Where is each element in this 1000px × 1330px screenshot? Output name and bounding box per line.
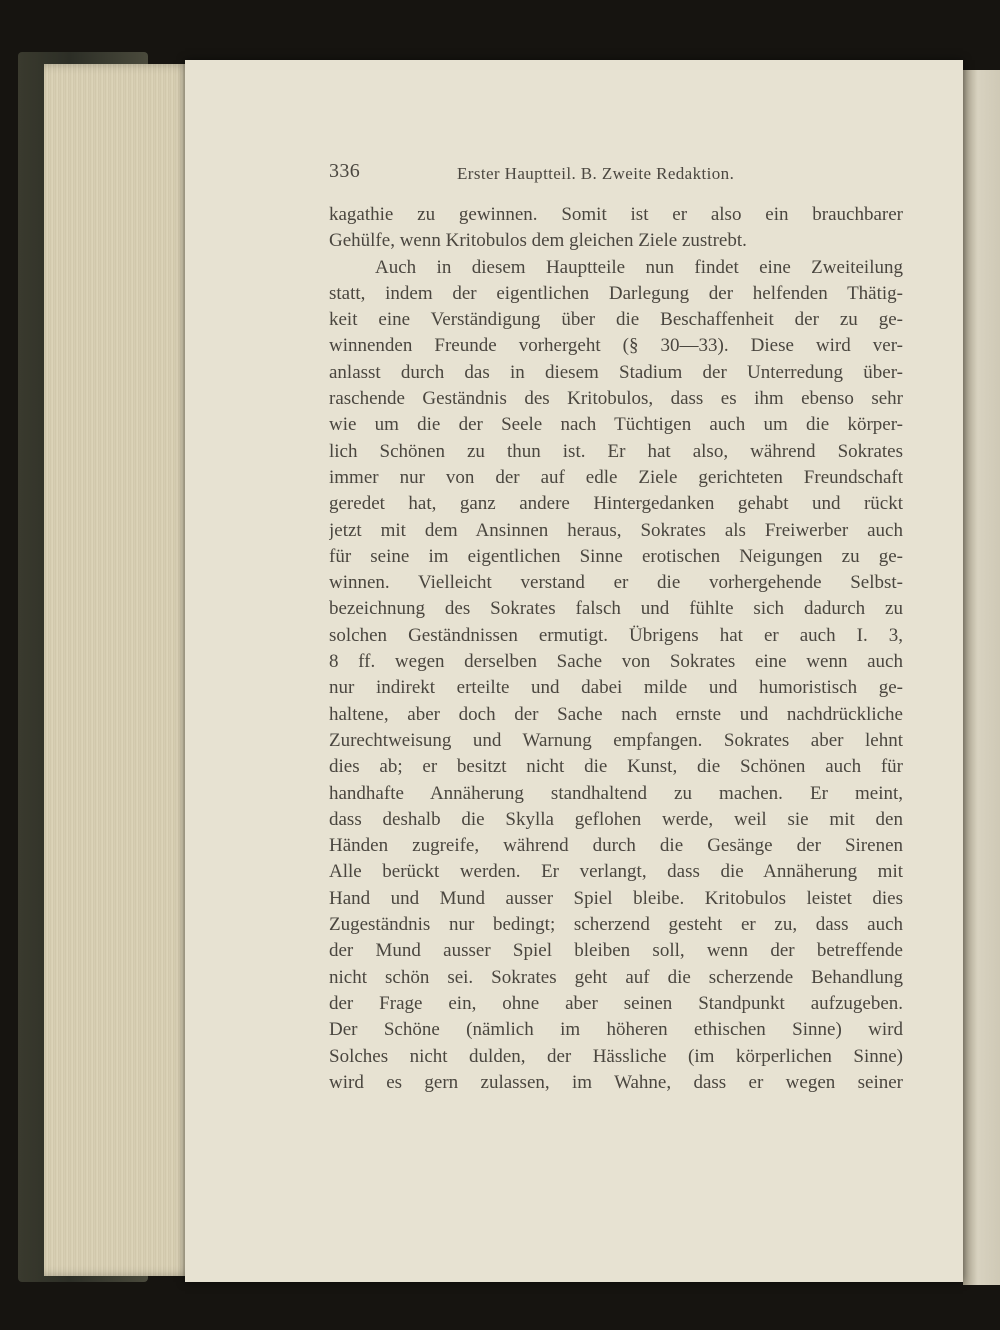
- text-line: statt, indem der eigentlichen Darlegung der helfenden Thätig-: [329, 282, 903, 304]
- text-line: der Frage ein, ohne aber seinen Standpunkt aufzugeben.: [329, 992, 903, 1014]
- book-page: [185, 60, 963, 1282]
- text-line: haltene, aber doch der Sache nach ernste und nachdrückliche: [329, 703, 903, 725]
- text-line: wird es gern zulassen, im Wahne, dass er wegen seiner: [329, 1071, 903, 1093]
- text-line: nicht schön sei. Sokrates geht auf die scherzende Behandlung: [329, 966, 903, 988]
- page-number: 336: [329, 160, 361, 182]
- text-line: Hand und Mund ausser Spiel bleibe. Kritobulos leistet dies: [329, 887, 903, 909]
- text-line: der Mund ausser Spiel bleiben soll, wenn der betreffende: [329, 940, 903, 962]
- text-line: 8 ff. wegen derselben Sache von Sokrates eine wenn auch: [329, 651, 903, 673]
- running-head: Erster Hauptteil. B. Zweite Redaktion.: [457, 164, 735, 183]
- text-line: Solches nicht dulden, der Hässliche (im körperlichen Sinne): [329, 1045, 903, 1067]
- facing-page-edge: [963, 70, 1000, 1285]
- text-line: raschende Geständnis des Kritobulos, dass es ihm ebenso sehr: [329, 388, 903, 410]
- text-line: Der Schöne (nämlich im höheren ethischen Sinne) wird: [329, 1019, 903, 1041]
- body-text: [329, 202, 903, 1096]
- text-line: nur indirekt erteilte und dabei milde und humoristisch ge-: [329, 677, 903, 699]
- text-line: dies ab; er besitzt nicht die Kunst, die Schönen auch für: [329, 756, 903, 778]
- text-line: für seine im eigentlichen Sinne erotischen Neigungen zu ge-: [329, 545, 903, 567]
- text-line: lich Schönen zu thun ist. Er hat also, während Sokrates: [329, 440, 903, 462]
- page-header: [329, 160, 903, 190]
- text-line: geredet hat, ganz andere Hintergedanken gehabt und rückt: [329, 493, 903, 515]
- text-line: dass deshalb die Skylla geflohen werde, weil sie mit den: [329, 808, 903, 830]
- text-line: winnenden Freunde vorhergeht (§ 30—33). Diese wird ver-: [329, 335, 903, 357]
- text-line: solchen Geständnissen ermutigt. Übrigens hat er auch I. 3,: [329, 624, 903, 646]
- page-edges: [44, 64, 194, 1276]
- text-line: anlasst durch das in diesem Stadium der Unterredung über-: [329, 361, 903, 383]
- paragraph-first-line: Auch in diesem Hauptteile nun findet eine Zweiteilung: [375, 256, 903, 278]
- text-line: keit eine Verständigung über die Beschaffenheit der zu ge-: [329, 309, 903, 331]
- text-line: immer nur von der auf edle Ziele gerichteten Freundschaft: [329, 466, 903, 488]
- text-line: wie um die der Seele nach Tüchtigen auch um die körper-: [329, 414, 903, 436]
- text-line: Zurechtweisung und Warnung empfangen. Sokrates aber lehnt: [329, 729, 903, 751]
- text-line: Zugeständnis nur bedingt; scherzend gesteht er zu, dass auch: [329, 914, 903, 936]
- text-line: handhafte Annäherung standhaltend zu machen. Er meint,: [329, 782, 903, 804]
- text-line: jetzt mit dem Ansinnen heraus, Sokrates als Freiwerber auch: [329, 519, 903, 541]
- text-line: Gehülfe, wenn Kritobulos dem gleichen Ziele zustrebt.: [329, 230, 747, 252]
- text-line: Alle berückt werden. Er verlangt, dass die Annäherung mit: [329, 861, 903, 883]
- text-line: kagathie zu gewinnen. Somit ist er also ein brauchbarer: [329, 204, 903, 225]
- text-line: Händen zugreife, während durch die Gesänge der Sirenen: [329, 835, 903, 857]
- text-line: bezeichnung des Sokrates falsch und fühlte sich dadurch zu: [329, 598, 903, 620]
- text-line: winnen. Vielleicht verstand er die vorhergehende Selbst-: [329, 572, 903, 594]
